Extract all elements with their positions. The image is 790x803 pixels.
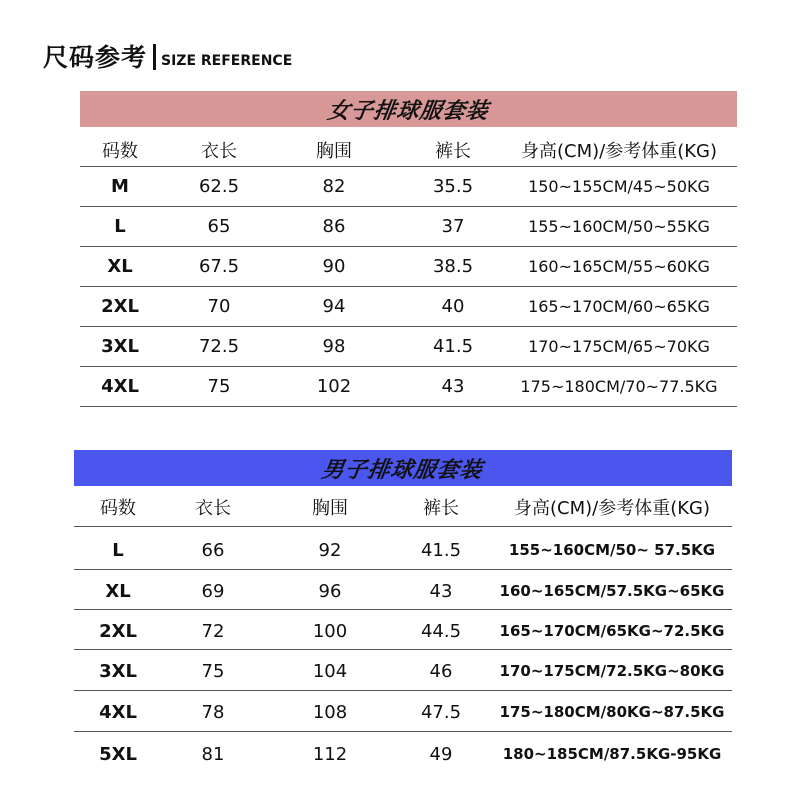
women-table-cell: 175~180CM/70~77.5KG bbox=[520, 376, 718, 396]
women-table-cell: 150~155CM/45~50KG bbox=[528, 176, 710, 196]
men-table-cell: 96 bbox=[318, 580, 342, 602]
women-table-cell: 72.5 bbox=[198, 335, 240, 357]
men-table-cell: 108 bbox=[312, 701, 348, 723]
men-table-cell: 175~180CM/80KG~87.5KG bbox=[499, 703, 725, 721]
men-table-row bbox=[0, 734, 790, 774]
women-table-cell: 86 bbox=[322, 215, 346, 237]
men-table-row bbox=[0, 692, 790, 732]
men-table-cell: 100 bbox=[312, 620, 348, 642]
men-table-cell: 170~175CM/72.5KG~80KG bbox=[499, 662, 725, 680]
title-cn: 尺码参考 bbox=[43, 43, 148, 72]
men-table-cell: 47.5 bbox=[420, 701, 462, 723]
men-column-header: 码数 bbox=[100, 498, 136, 519]
women-table-cell: 155~160CM/50~55KG bbox=[528, 216, 710, 236]
women-table-cell: 102 bbox=[316, 375, 352, 397]
men-table-row bbox=[0, 530, 790, 570]
women-table-cell: 160~165CM/55~60KG bbox=[528, 256, 710, 276]
men-table-cell: 44.5 bbox=[420, 620, 462, 642]
men-table-cell: 78 bbox=[201, 701, 225, 723]
women-table-cell: 98 bbox=[322, 335, 346, 357]
men-table-row bbox=[0, 611, 790, 651]
women-table-row bbox=[0, 286, 790, 326]
women-table-row bbox=[0, 326, 790, 366]
men-table-cell: 5XL bbox=[99, 743, 137, 765]
men-table-row bbox=[0, 651, 790, 691]
women-column-header: 衣长 bbox=[201, 141, 237, 162]
page-header bbox=[43, 30, 292, 70]
women-table-cell: 65 bbox=[207, 215, 231, 237]
women-column-header: 码数 bbox=[102, 141, 138, 162]
men-table-cell: 81 bbox=[201, 743, 225, 765]
women-header-row bbox=[0, 130, 790, 170]
men-table-cell: 165~170CM/65KG~72.5KG bbox=[499, 622, 725, 640]
women-table-row bbox=[0, 206, 790, 246]
men-banner bbox=[74, 450, 732, 486]
men-column-header: 胸围 bbox=[312, 498, 348, 519]
women-table-cell: 35.5 bbox=[432, 175, 474, 197]
women-table-cell: 165~170CM/60~65KG bbox=[528, 296, 710, 316]
men-table-cell: L bbox=[112, 539, 124, 561]
men-table-cell: 112 bbox=[312, 743, 348, 765]
women-table-cell: 3XL bbox=[101, 335, 139, 357]
men-table-cell: 155~160CM/50~ 57.5KG bbox=[508, 541, 716, 559]
men-table-cell: 160~165CM/57.5KG~65KG bbox=[499, 582, 725, 600]
women-banner bbox=[80, 91, 737, 127]
women-table-cell: XL bbox=[107, 255, 133, 277]
men-table-cell: XL bbox=[105, 580, 131, 602]
men-table-cell: 43 bbox=[429, 580, 453, 602]
men-table-cell: 66 bbox=[201, 539, 225, 561]
men-table-cell: 92 bbox=[318, 539, 342, 561]
men-table-cell: 4XL bbox=[99, 701, 137, 723]
women-table-cell: 38.5 bbox=[432, 255, 474, 277]
men-table-row bbox=[0, 571, 790, 611]
women-table-cell: 41.5 bbox=[432, 335, 474, 357]
women-column-header: 裤长 bbox=[435, 141, 471, 162]
men-banner-title: 男子排球服套装 bbox=[320, 457, 485, 483]
women-table-row bbox=[0, 366, 790, 406]
men-table-cell: 46 bbox=[429, 660, 453, 682]
men-table-cell: 180~185CM/87.5KG-95KG bbox=[502, 745, 722, 763]
men-table-cell: 49 bbox=[429, 743, 453, 765]
title-en: SIZE REFERENCE bbox=[161, 53, 293, 69]
women-row-divider bbox=[80, 406, 737, 407]
men-table-cell: 72 bbox=[201, 620, 225, 642]
women-table-cell: 75 bbox=[207, 375, 231, 397]
men-row-divider bbox=[74, 526, 732, 527]
women-column-header: 胸围 bbox=[316, 141, 352, 162]
women-banner-title: 女子排球服套装 bbox=[325, 98, 491, 124]
men-column-header: 衣长 bbox=[195, 498, 231, 519]
men-table-cell: 75 bbox=[201, 660, 225, 682]
women-table-cell: 4XL bbox=[101, 375, 139, 397]
women-table-cell: 82 bbox=[322, 175, 346, 197]
women-table-row bbox=[0, 166, 790, 206]
men-table-cell: 2XL bbox=[99, 620, 137, 642]
men-table-cell: 104 bbox=[312, 660, 348, 682]
women-table-cell: M bbox=[111, 175, 129, 197]
women-table-cell: 94 bbox=[322, 295, 346, 317]
women-table-cell: L bbox=[114, 215, 126, 237]
women-table-cell: 67.5 bbox=[198, 255, 240, 277]
women-table-cell: 90 bbox=[322, 255, 346, 277]
men-column-header: 身高(CM)/参考体重(KG) bbox=[513, 498, 710, 519]
women-table-cell: 43 bbox=[441, 375, 465, 397]
women-table-cell: 62.5 bbox=[198, 175, 240, 197]
women-table-cell: 37 bbox=[441, 215, 465, 237]
women-table-cell: 2XL bbox=[101, 295, 139, 317]
men-column-header: 裤长 bbox=[423, 498, 459, 519]
men-header-row bbox=[0, 487, 790, 527]
women-table-cell: 70 bbox=[207, 295, 231, 317]
men-table-cell: 41.5 bbox=[420, 539, 462, 561]
women-column-header: 身高(CM)/参考体重(KG) bbox=[520, 141, 717, 162]
title-divider bbox=[153, 44, 156, 70]
women-table-row bbox=[0, 246, 790, 286]
women-table-cell: 40 bbox=[441, 295, 465, 317]
men-table-cell: 69 bbox=[201, 580, 225, 602]
women-table-cell: 170~175CM/65~70KG bbox=[528, 336, 710, 356]
men-table-cell: 3XL bbox=[99, 660, 137, 682]
